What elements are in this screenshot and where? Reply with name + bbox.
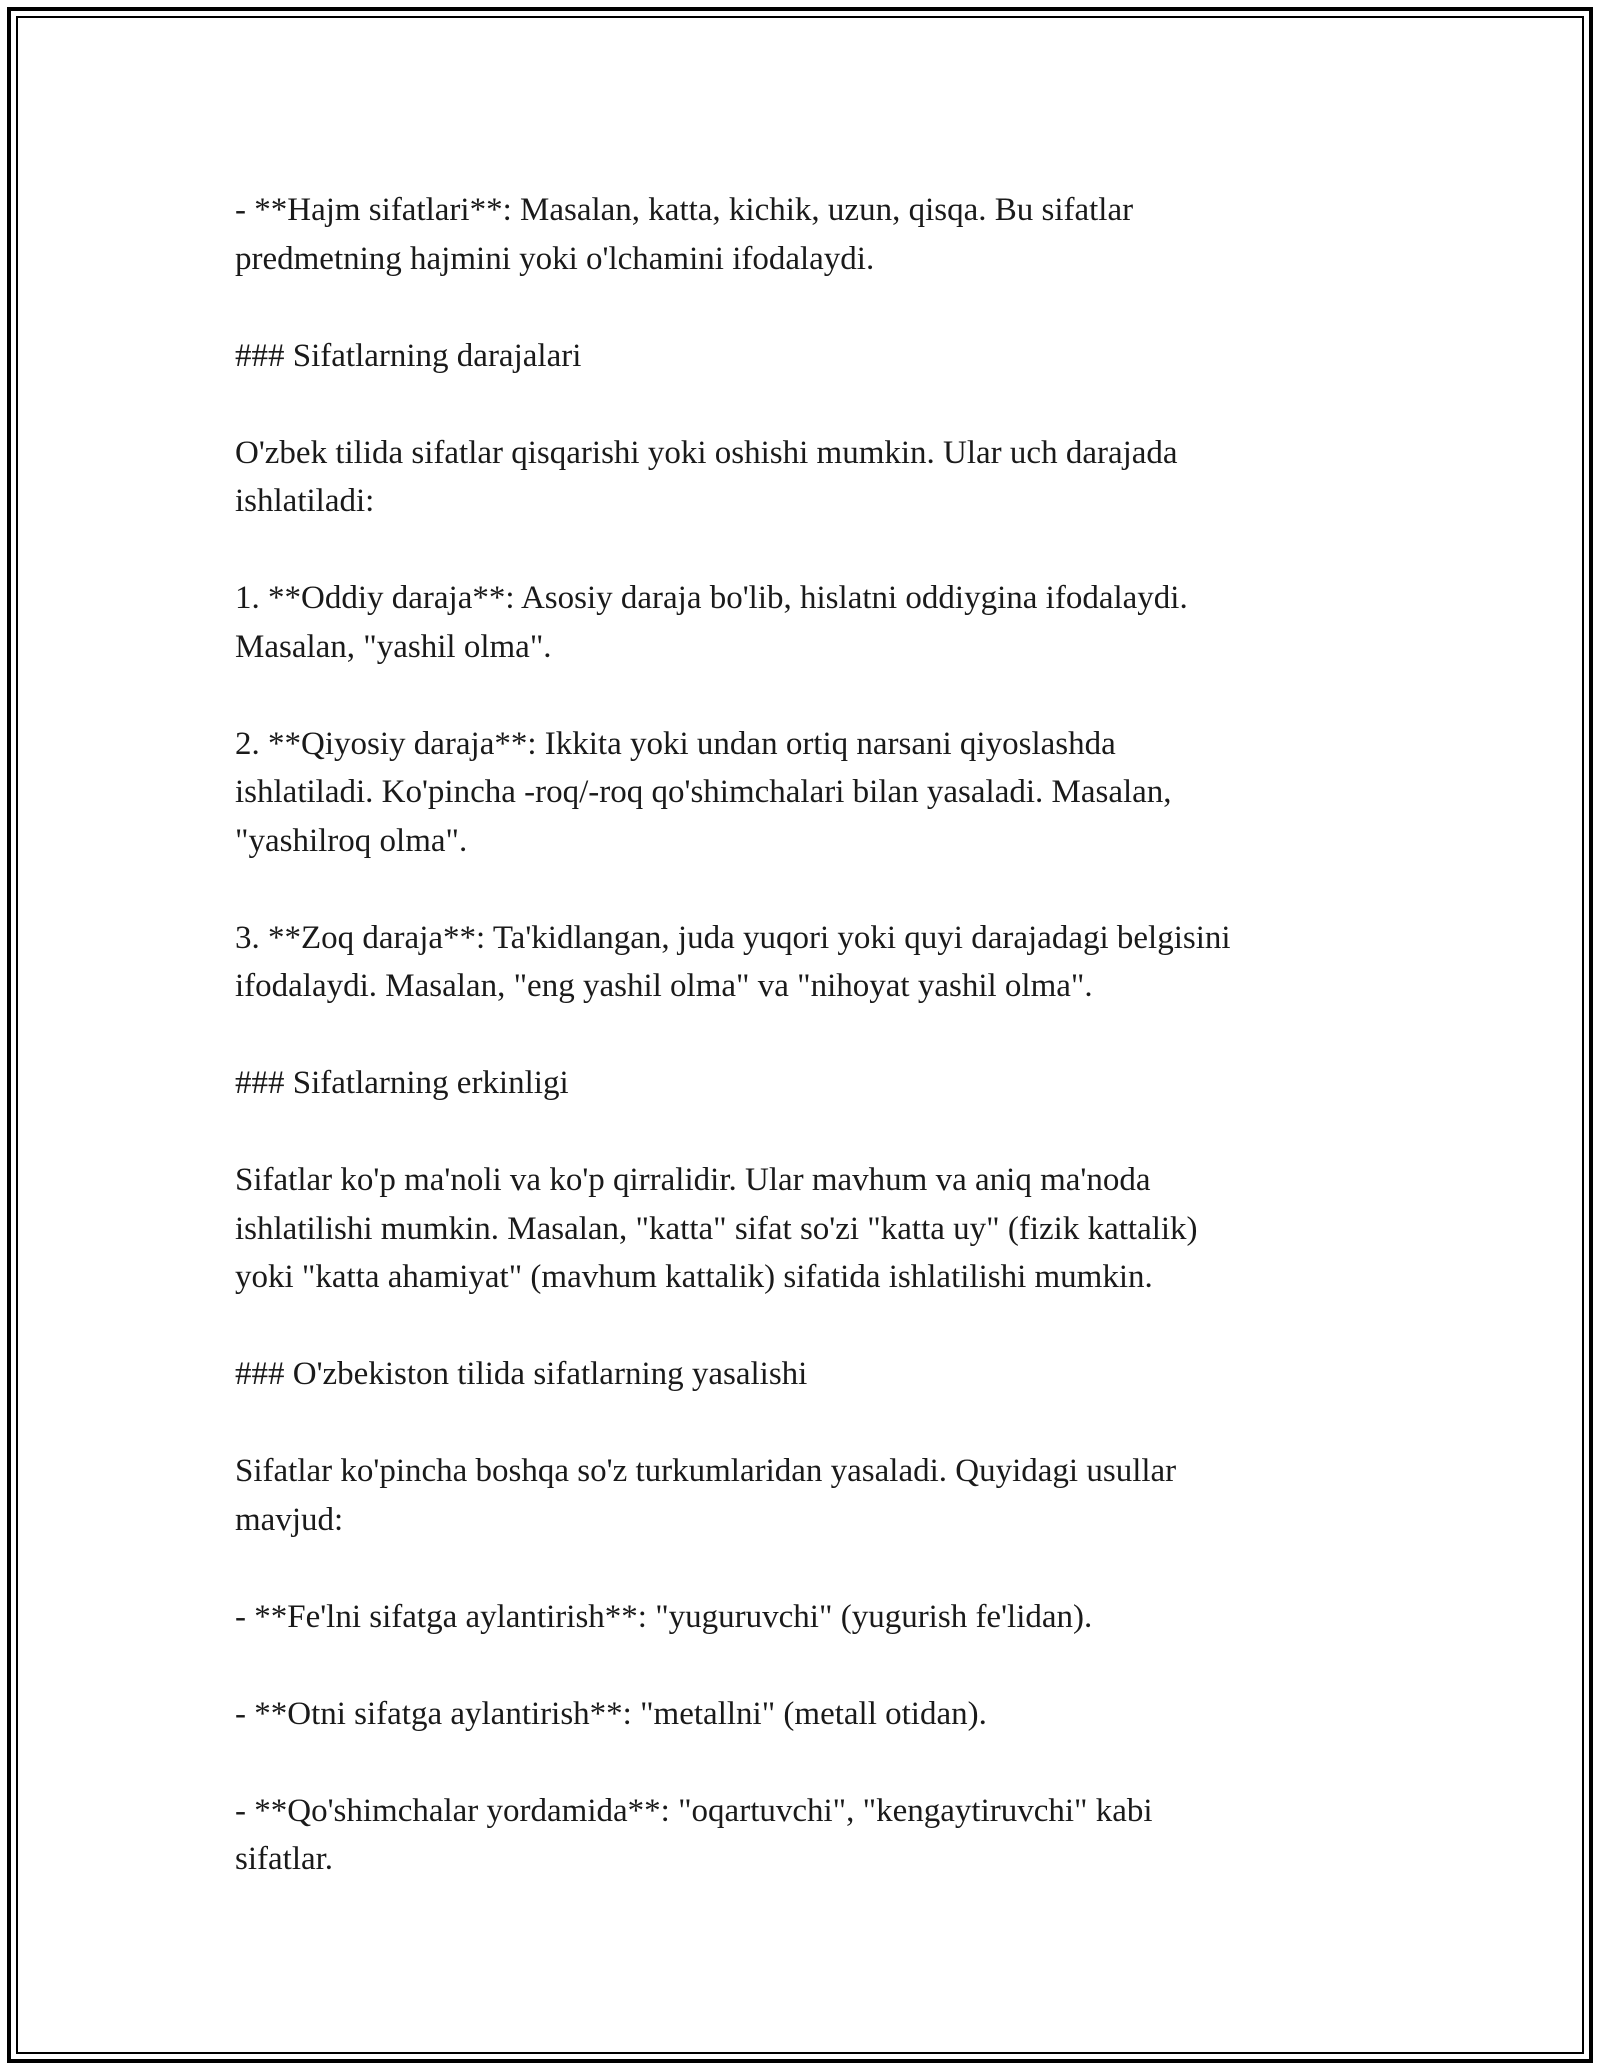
text-paragraph — [235, 1156, 1375, 1302]
text-line: ifodalaydi. Masalan, "eng yashil olma" va "nihoyat yashil olma". — [235, 968, 1093, 1004]
paragraph-gap — [235, 1302, 1375, 1351]
text-line: O'zbek tilida sifatlar qisqarishi yoki oshishi mumkin. Ular uch darajada — [235, 434, 1178, 471]
section-heading — [235, 1350, 1375, 1399]
text-paragraph — [235, 1447, 1375, 1544]
text-line: ishlatilishi mumkin. Masalan, "katta" sifat so'zi "katta uy" (fizik kattalik) — [235, 1210, 1198, 1247]
paragraph-gap — [235, 283, 1375, 332]
list-item — [235, 1787, 1375, 1884]
text-line: - **Hajm sifatlari**: Masalan, katta, kichik, uzun, qisqa. Bu sifatlar — [235, 192, 1134, 228]
document-body — [235, 186, 1375, 1884]
text-line: 2. **Qiyosiy daraja**: Ikkita yoki undan ortiq narsani qiyoslashda — [235, 725, 1116, 762]
text-line: yoki "katta ahamiyat" (mavhum kattalik) sifatida ishlatilishi mumkin. — [235, 1259, 1153, 1295]
text-line: Masalan, "yashil olma". — [235, 628, 552, 665]
heading-line: ### O'zbekiston tilida sifatlarning yasalishi — [235, 1356, 808, 1392]
paragraph-gap — [235, 1011, 1375, 1060]
text-line: mavjud: — [235, 1501, 344, 1538]
paragraph-gap — [235, 671, 1375, 720]
heading-line: ### Sifatlarning darajalari — [235, 337, 582, 374]
text-line: 3. **Zoq daraja**: Ta'kidlangan, juda yuqori yoki quyi darajadagi belgisini — [235, 919, 1231, 956]
paragraph-gap — [235, 1738, 1375, 1787]
paragraph-gap — [235, 526, 1375, 575]
list-item — [235, 914, 1375, 1011]
text-line: - **Qo'shimchalar yordamida**: "oqartuvchi", "kengaytiruvchi" kabi — [235, 1792, 1153, 1829]
text-line: Sifatlar ko'pincha boshqa so'z turkumlaridan yasaladi. Quyidagi usullar — [235, 1453, 1177, 1489]
text-line: Sifatlar ko'p ma'noli va ko'p qirralidir. Ular mavhum va aniq ma'noda — [235, 1162, 1151, 1198]
section-heading — [235, 1059, 1375, 1108]
paragraph-gap — [235, 1641, 1375, 1690]
paragraph-gap — [235, 380, 1375, 429]
text-paragraph — [235, 186, 1375, 283]
text-line: "yashilroq olma". — [235, 822, 468, 859]
paragraph-gap — [235, 865, 1375, 914]
list-item — [235, 720, 1375, 866]
text-line: sifatlar. — [235, 1841, 334, 1877]
text-line: ishlatiladi: — [235, 483, 375, 519]
text-line: - **Fe'lni sifatga aylantirish**: "yuguruvchi" (yugurish fe'lidan). — [235, 1598, 1093, 1635]
paragraph-gap — [235, 1108, 1375, 1157]
heading-line: ### Sifatlarning erkinligi — [235, 1065, 569, 1101]
text-line: 1. **Oddiy daraja**: Asosiy daraja bo'lib, hislatni oddiygina ifodalaydi. — [235, 580, 1188, 616]
list-item — [235, 574, 1375, 671]
list-item — [235, 1593, 1375, 1642]
paragraph-gap — [235, 1399, 1375, 1448]
paragraph-gap — [235, 1544, 1375, 1593]
text-paragraph — [235, 429, 1375, 526]
list-item — [235, 1690, 1375, 1739]
text-line: predmetning hajmini yoki o'lchamini ifodalaydi. — [235, 240, 875, 277]
section-heading — [235, 332, 1375, 381]
text-line: - **Otni sifatga aylantirish**: "metallni" (metall otidan). — [235, 1695, 987, 1732]
text-line: ishlatiladi. Ko'pincha -roq/-roq qo'shimchalari bilan yasaladi. Masalan, — [235, 774, 1172, 810]
